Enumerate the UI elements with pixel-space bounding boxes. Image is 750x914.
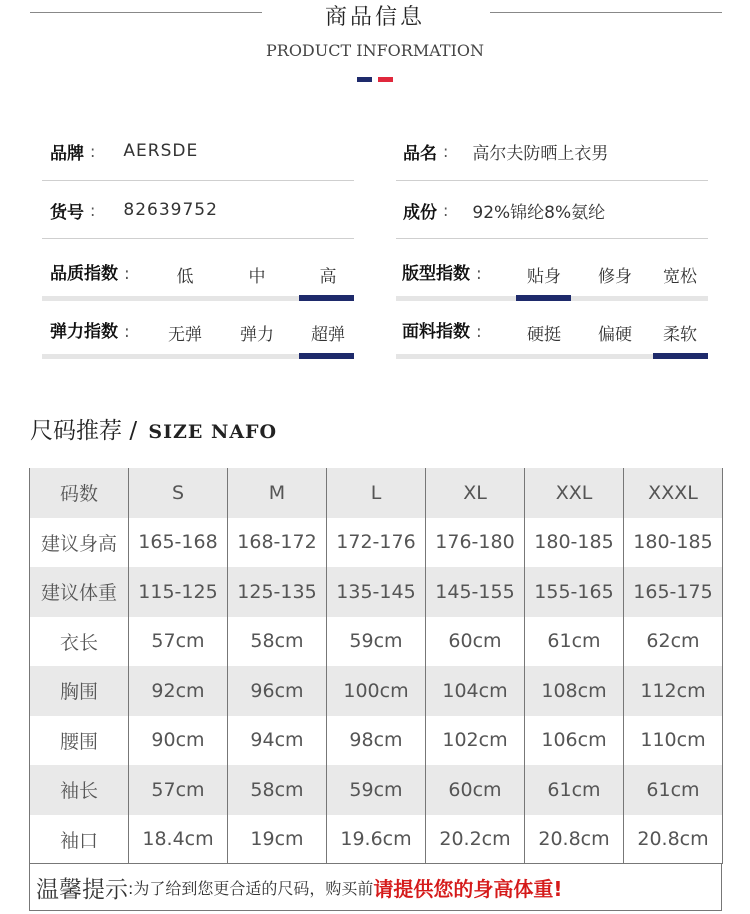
- table-cell: 172-176: [327, 518, 426, 568]
- quality-index: [42, 243, 354, 301]
- brand-value: AERSDE: [123, 141, 199, 161]
- table-cell: 108cm: [525, 666, 624, 716]
- name-label: 品名: [403, 143, 437, 164]
- fit-index-label: 版型指数 :: [402, 264, 482, 284]
- table-cell: 168-172: [228, 518, 327, 568]
- sku-label: 货号: [50, 202, 84, 223]
- table-row: [30, 716, 723, 766]
- table-cell: M: [228, 468, 327, 518]
- table-cell: 61cm: [525, 617, 624, 667]
- table-cell: 115-125: [129, 567, 228, 617]
- page-title: 商品信息: [324, 5, 425, 30]
- decor-bar-navy: [357, 77, 372, 82]
- fabric-selected-marker: [653, 353, 708, 359]
- table-cell: 125-135: [228, 567, 327, 617]
- table-row: [30, 815, 723, 865]
- table-row: [30, 666, 723, 716]
- colon: :: [90, 141, 96, 161]
- table-cell: 58cm: [228, 617, 327, 667]
- size-section-title: [30, 412, 277, 445]
- table-cell: 165-175: [624, 567, 723, 617]
- fit-option-close: 贴身: [527, 267, 561, 287]
- table-cell: 20.2cm: [426, 815, 525, 865]
- row-label-cell: 袖长: [30, 765, 129, 815]
- material-label: 成份: [403, 202, 437, 223]
- table-cell: 20.8cm: [624, 815, 723, 865]
- tip-box: [29, 863, 722, 911]
- table-cell: 135-145: [327, 567, 426, 617]
- table-cell: 19.6cm: [327, 815, 426, 865]
- fabric-option-stiff: 硬挺: [527, 325, 561, 345]
- row-label-cell: 袖口: [30, 815, 129, 865]
- table-cell: 58cm: [228, 765, 327, 815]
- row-label-cell: 建议身高: [30, 518, 129, 568]
- colon: :: [443, 141, 449, 161]
- table-cell: 60cm: [426, 765, 525, 815]
- table-cell: 57cm: [129, 765, 228, 815]
- table-cell: 180-185: [624, 518, 723, 568]
- table-cell: 176-180: [426, 518, 525, 568]
- decor-bar-red: [378, 77, 393, 82]
- fabric-option-firm: 偏硬: [598, 325, 632, 345]
- material-value: 92%锦纶8%氨纶: [472, 202, 606, 223]
- row-label-cell: 码数: [30, 468, 129, 518]
- row-label-cell: 衣长: [30, 617, 129, 667]
- tip-highlight: 请提供您的身高体重!: [373, 876, 563, 901]
- elastic-option-none: 无弹: [168, 325, 202, 345]
- quality-option-high: 高: [319, 267, 337, 287]
- table-row: [30, 765, 723, 815]
- table-cell: 100cm: [327, 666, 426, 716]
- table-cell: 59cm: [327, 617, 426, 667]
- table-cell: L: [327, 468, 426, 518]
- table-cell: 94cm: [228, 716, 327, 766]
- table-cell: 19cm: [228, 815, 327, 865]
- table-cell: 59cm: [327, 765, 426, 815]
- table-cell: 165-168: [129, 518, 228, 568]
- table-cell: 62cm: [624, 617, 723, 667]
- table-cell: 18.4cm: [129, 815, 228, 865]
- table-cell: 104cm: [426, 666, 525, 716]
- name-field: [403, 122, 608, 180]
- fit-index: [396, 243, 708, 301]
- colon: :: [443, 200, 449, 220]
- table-cell: 61cm: [624, 765, 723, 815]
- table-cell: XL: [426, 468, 525, 518]
- table-row: [30, 518, 723, 568]
- elastic-index: [42, 301, 354, 359]
- material-field: [403, 181, 605, 239]
- table-cell: 57cm: [129, 617, 228, 667]
- size-title-en: SIZE NAFO: [148, 421, 278, 443]
- table-row: [30, 617, 723, 667]
- table-row: [30, 567, 723, 617]
- table-cell: 90cm: [129, 716, 228, 766]
- row-label-cell: 建议体重: [30, 567, 129, 617]
- size-title-slash: /: [129, 418, 138, 444]
- name-value: 高尔夫防晒上衣男: [472, 143, 609, 164]
- table-cell: S: [129, 468, 228, 518]
- table-cell: 61cm: [525, 765, 624, 815]
- colon: :: [90, 200, 96, 220]
- table-cell: 60cm: [426, 617, 525, 667]
- tip-title: 温馨提示: [36, 876, 128, 903]
- row-label-cell: 腰围: [30, 716, 129, 766]
- table-cell: 110cm: [624, 716, 723, 766]
- table-cell: XXXL: [624, 468, 723, 518]
- page-subtitle: PRODUCT INFORMATION: [266, 41, 484, 60]
- table-cell: 145-155: [426, 567, 525, 617]
- elastic-selected-marker: [299, 353, 354, 359]
- size-header-row: [30, 468, 723, 518]
- size-table: [29, 468, 723, 864]
- quality-index-label: 品质指数 :: [50, 264, 130, 284]
- table-cell: 112cm: [624, 666, 723, 716]
- elastic-index-label: 弹力指数 :: [50, 322, 130, 342]
- divider: [396, 238, 708, 239]
- elastic-option-super: 超弹: [311, 325, 345, 345]
- fabric-index-label: 面料指数 :: [402, 322, 482, 342]
- sku-field: [50, 181, 218, 239]
- table-cell: 106cm: [525, 716, 624, 766]
- fit-option-slim: 修身: [598, 267, 632, 287]
- brand-field: [50, 122, 198, 180]
- table-cell: 180-185: [525, 518, 624, 568]
- table-cell: XXL: [525, 468, 624, 518]
- table-cell: 102cm: [426, 716, 525, 766]
- table-cell: 155-165: [525, 567, 624, 617]
- brand-label: 品牌: [50, 143, 84, 164]
- fabric-index: [396, 301, 708, 359]
- table-cell: 96cm: [228, 666, 327, 716]
- elastic-option-stretch: 弹力: [240, 325, 274, 345]
- quality-option-mid: 中: [248, 267, 266, 287]
- table-cell: 20.8cm: [525, 815, 624, 865]
- table-cell: 92cm: [129, 666, 228, 716]
- row-label-cell: 胸围: [30, 666, 129, 716]
- fit-option-loose: 宽松: [663, 267, 697, 287]
- tip-text: :为了给到您更合适的尺码，购买前: [128, 878, 374, 898]
- size-title-cn: 尺码推荐: [30, 418, 122, 444]
- quality-option-low: 低: [176, 267, 194, 287]
- divider: [42, 238, 354, 239]
- fabric-option-soft: 柔软: [663, 325, 697, 345]
- sku-value: 82639752: [123, 200, 218, 220]
- table-cell: 98cm: [327, 716, 426, 766]
